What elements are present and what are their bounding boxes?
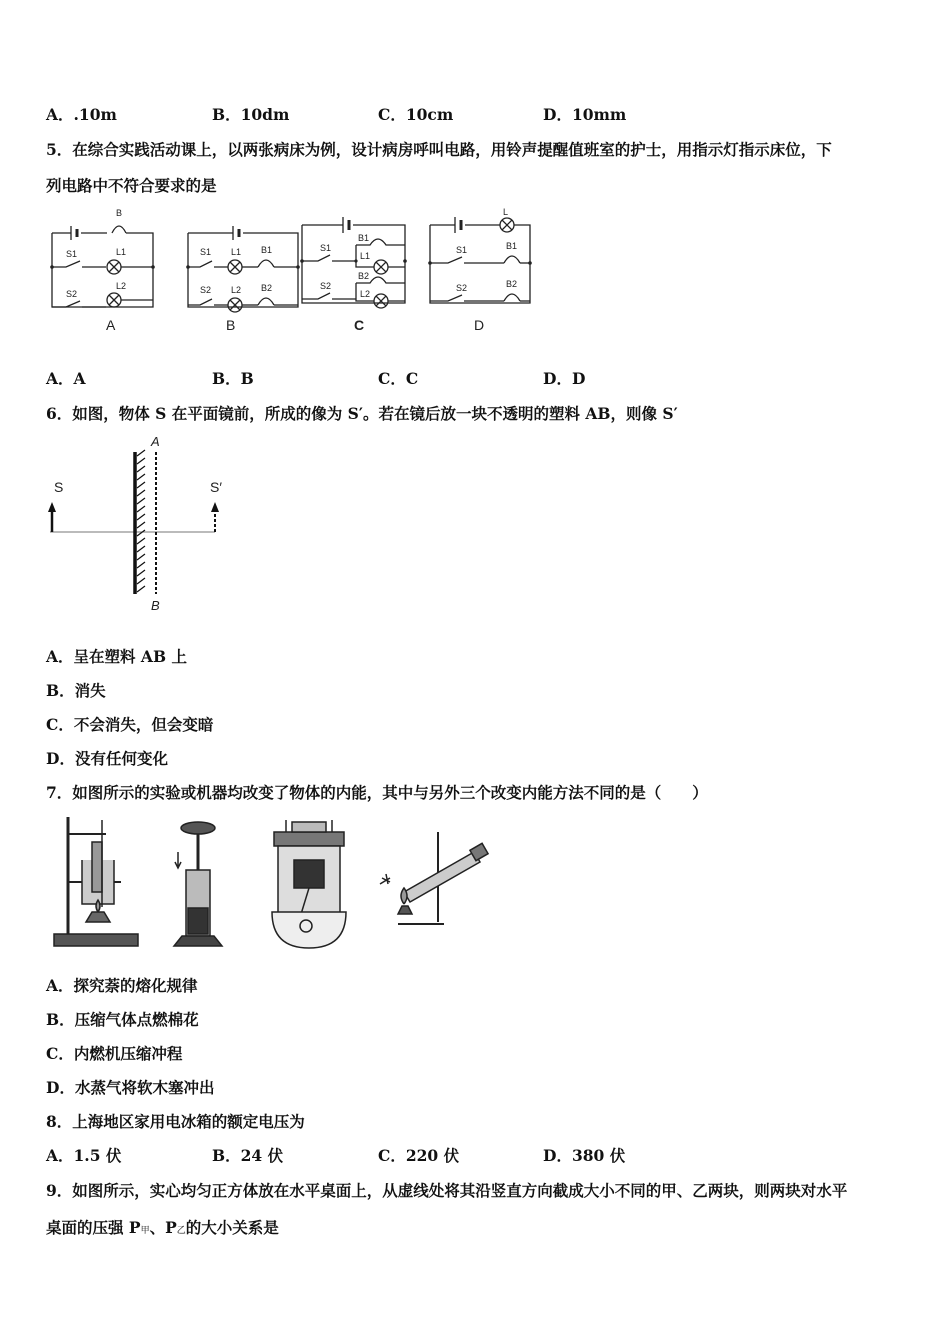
q6-stem: 6．如图，物体 S 在平面镜前，所成的像为 S′。若在镜后放一块不透明的塑料 AB，则像 S′ [46,404,678,423]
compression-syringe-icon [174,822,222,946]
label-b: B [151,598,160,613]
label-s2: S2 [66,289,78,299]
label-l1: L1 [116,247,127,257]
engine-cylinder-icon [272,820,346,948]
label-s2: S2 [456,283,468,293]
label-s: S [54,479,64,495]
circuit-label-b: B [226,317,236,333]
label-b2: B2 [261,283,273,293]
q4-option-a: A．.10m [46,105,117,124]
label-l: L [503,207,509,217]
q9-stem-line1: 9．如图所示，实心均匀正方体放在水平桌面上，从虚线处将其沿竖直方向截成大小不同的甲、乙两块，则两块对水平 [46,1181,848,1200]
label-b2: B2 [506,279,518,289]
q5-option-a: A．A [46,369,86,388]
label-l2: L2 [360,289,371,299]
q7-option-c: C．内燃机压缩冲程 [46,1044,183,1063]
q6-option-c: C．不会消失，但会变暗 [46,715,214,734]
label-s1: S1 [200,247,212,257]
label-l1: L1 [360,251,371,261]
q4-option-c: C．10cm [378,105,454,124]
q5-option-b: B．B [212,369,254,388]
label-s-prime: S′ [210,479,222,495]
circuit-label-d: D [474,317,485,333]
q9-sub-jia: 甲 [140,1226,150,1236]
q7-option-b: B．压缩气体点燃棉花 [46,1010,199,1029]
steam-cork-tube-icon [380,832,488,924]
q8-option-a: A．1.5 伏 [46,1146,122,1165]
q8-option-d: D．380 伏 [543,1146,626,1165]
label-s2: S2 [200,285,212,295]
q6-option-a: A．呈在塑料 AB 上 [46,647,187,666]
label-s2: S2 [320,281,332,291]
label-s1: S1 [66,249,78,259]
q7-option-a: A．探究萘的熔化规律 [46,976,198,995]
label-b1: B1 [506,241,518,251]
label-s1: S1 [320,243,332,253]
label-b1: B1 [358,233,370,243]
q6-mirror-figure [40,432,260,617]
q6-option-b: B．消失 [46,681,106,700]
q7-apparatus-figure [46,812,496,957]
q9-stem-prefix: 桌面的压强 P [46,1218,141,1237]
q5-stem-line1: 5．在综合实践活动课上，以两张病床为例，设计病房呼叫电路，用铃声提醒值班室的护士，用指示灯指示床位，下 [46,140,832,159]
label-b1: B1 [261,245,273,255]
q4-option-d: D．10mm [543,105,627,124]
q7-option-d: D．水蒸气将软木塞冲出 [46,1078,215,1097]
q4-option-b: B．10dm [212,105,290,124]
label-s1: S1 [456,245,468,255]
q8-stem: 8．上海地区家用电冰箱的额定电压为 [46,1112,305,1131]
q5-stem-line2: 列电路中不符合要求的是 [46,176,217,195]
q9-stem-line2 [46,1216,279,1238]
label-l2: L2 [231,285,242,295]
label-a: A [151,434,160,449]
q5-circuit-figure [40,205,550,340]
melting-apparatus-icon [54,817,138,946]
q8-option-c: C．220 伏 [378,1146,460,1165]
q8-option-b: B．24 伏 [212,1146,284,1165]
q9-sub-yi: 乙 [176,1226,186,1236]
label-l1: L1 [231,247,242,257]
q9-stem-sep: 、P [149,1218,177,1237]
circuit-label-a: A [106,317,116,333]
q6-option-d: D．没有任何变化 [46,749,168,768]
label-l2: L2 [116,281,127,291]
label-b2: B2 [358,271,370,281]
q5-option-d: D．D [543,369,586,388]
circuit-label-c: C [354,317,365,333]
label-b: B [116,208,123,218]
q7-stem: 7．如图所示的实验或机器均改变了物体的内能，其中与另外三个改变内能方法不同的是（ ） [46,783,708,802]
q9-stem-suffix: 的大小关系是 [185,1218,279,1237]
q5-option-c: C．C [378,369,419,388]
